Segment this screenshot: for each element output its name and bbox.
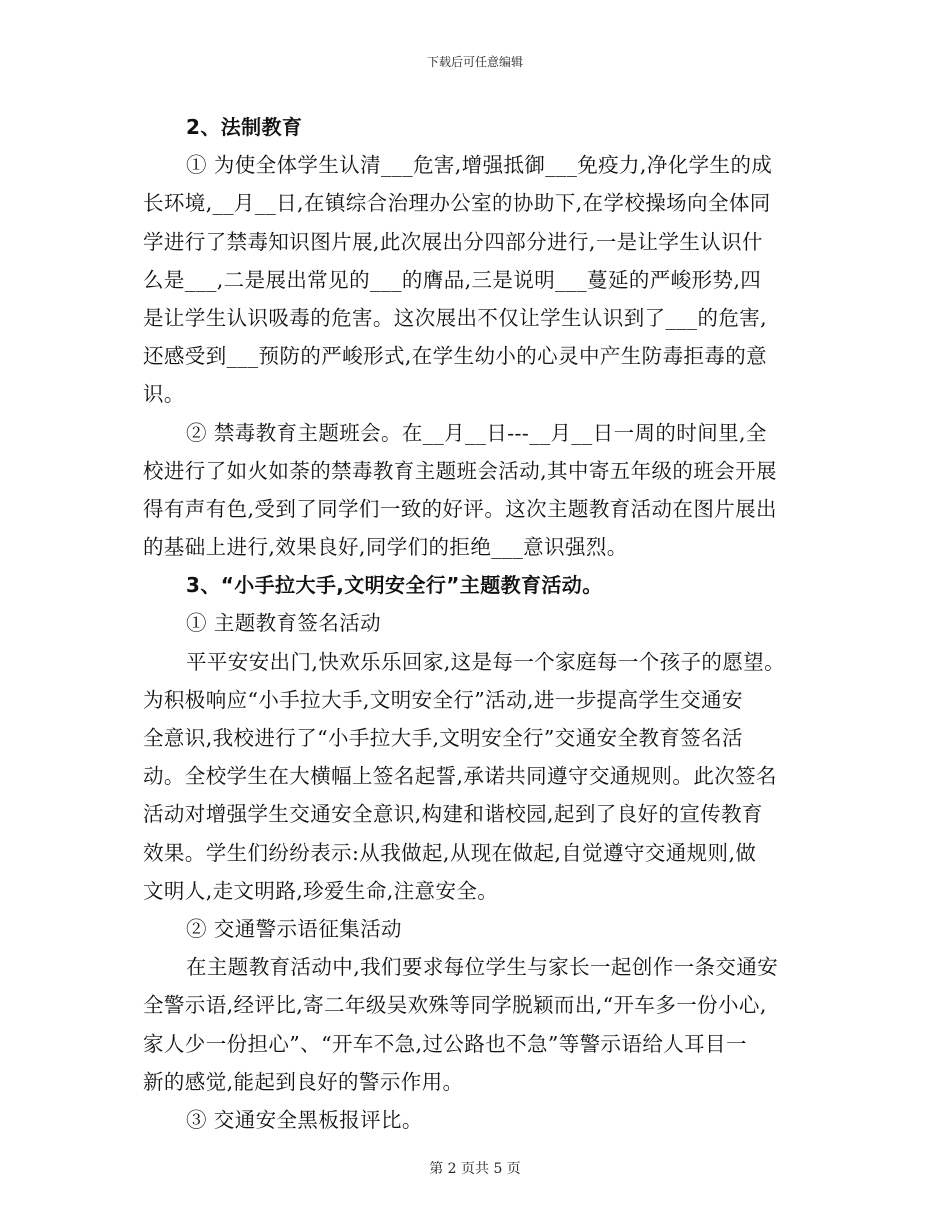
paragraph-line: 在主题教育活动中,我们要求每位学生与家长一起创作一条交通安 bbox=[186, 955, 779, 980]
paragraph-line: 全意识,我校进行了“小手拉大手,文明安全行”交通安全教育签名活 bbox=[143, 726, 743, 750]
paragraph-line: 么是___,二是展出常见的___的膺品,三是说明___蔓延的严峻形势,四 bbox=[143, 267, 762, 292]
paragraph-line: 家人少一份担心”、“开车不急,过公路也不急”等警示语给人耳目一 bbox=[143, 1031, 747, 1056]
paragraph-line: ② 交通警示语征集活动 bbox=[186, 916, 402, 941]
section-heading: 2、法制教育 bbox=[186, 115, 303, 139]
paragraph-line: 校进行了如火如荼的禁毒教育主题班会活动,其中寄五年级的班会开展 bbox=[143, 458, 777, 483]
section-heading: 3、“小手拉大手,文明安全行”主题教育活动。 bbox=[186, 573, 603, 598]
paragraph-line: ② 禁毒教育主题班会。在__月__日---__月__日一周的时间里,全 bbox=[186, 420, 767, 445]
paragraph-line: 的基础上进行,效果良好,同学们的拒绝___意识强烈。 bbox=[143, 535, 628, 560]
paragraph-line: 动。全校学生在大横幅上签名起誓,承诺共同遵守交通规则。此次签名 bbox=[143, 764, 777, 789]
paragraph-line: ① 主题教育签名活动 bbox=[186, 611, 382, 636]
paragraph-line: 识。 bbox=[143, 382, 185, 407]
paragraph-line: ① 为使全体学生认清___危害,增强抵御___免疫力,净化学生的成 bbox=[186, 153, 773, 178]
document-body bbox=[143, 108, 823, 1139]
paragraph-line: 全警示语,经评比,寄二年级吴欢殊等同学脱颖而出,“开车多一份小心, bbox=[143, 993, 767, 1018]
paragraph-line: 新的感觉,能起到良好的警示作用。 bbox=[143, 1069, 464, 1094]
paragraph-line: 文明人,走文明路,珍爱生命,注意安全。 bbox=[143, 878, 499, 903]
paragraph-line: ③ 交通安全黑板报评比。 bbox=[186, 1107, 423, 1132]
paragraph-line: 效果。学生们纷纷表示:从我做起,从现在做起,自觉遵守交通规则,做 bbox=[143, 840, 757, 865]
page-header: 下载后可任意编辑 bbox=[426, 55, 523, 69]
paragraph-line: 学进行了禁毒知识图片展,此次展出分四部分进行,一是让学生认识什 bbox=[143, 229, 763, 254]
paragraph-line: 平平安安出门,快欢乐乐回家,这是每一个家庭每一个孩子的愿望。 bbox=[186, 649, 786, 674]
paragraph-line: 得有声有色,受到了同学们一致的好评。这次主题教育活动在图片展出 bbox=[143, 496, 777, 521]
paragraph-line: 是让学生认识吸毒的危害。这次展出不仅让学生认识到了___的危害, bbox=[143, 305, 768, 330]
paragraph-line: 长环境,__月__日,在镇综合治理办公室的协助下,在学校操场向全体同 bbox=[143, 191, 771, 216]
paragraph-line: 活动对增强学生交通安全意识,构建和谐校园,起到了良好的宣传教育 bbox=[143, 802, 763, 827]
page-footer: 第 2 页共 5 页 bbox=[429, 1161, 521, 1177]
paragraph-line: 为积极响应“小手拉大手,文明安全行”活动,进一步提高学生交通安 bbox=[143, 687, 743, 712]
paragraph-line: 还感受到___预防的严峻形式,在学生幼小的心灵中产生防毒拒毒的意 bbox=[143, 344, 768, 369]
